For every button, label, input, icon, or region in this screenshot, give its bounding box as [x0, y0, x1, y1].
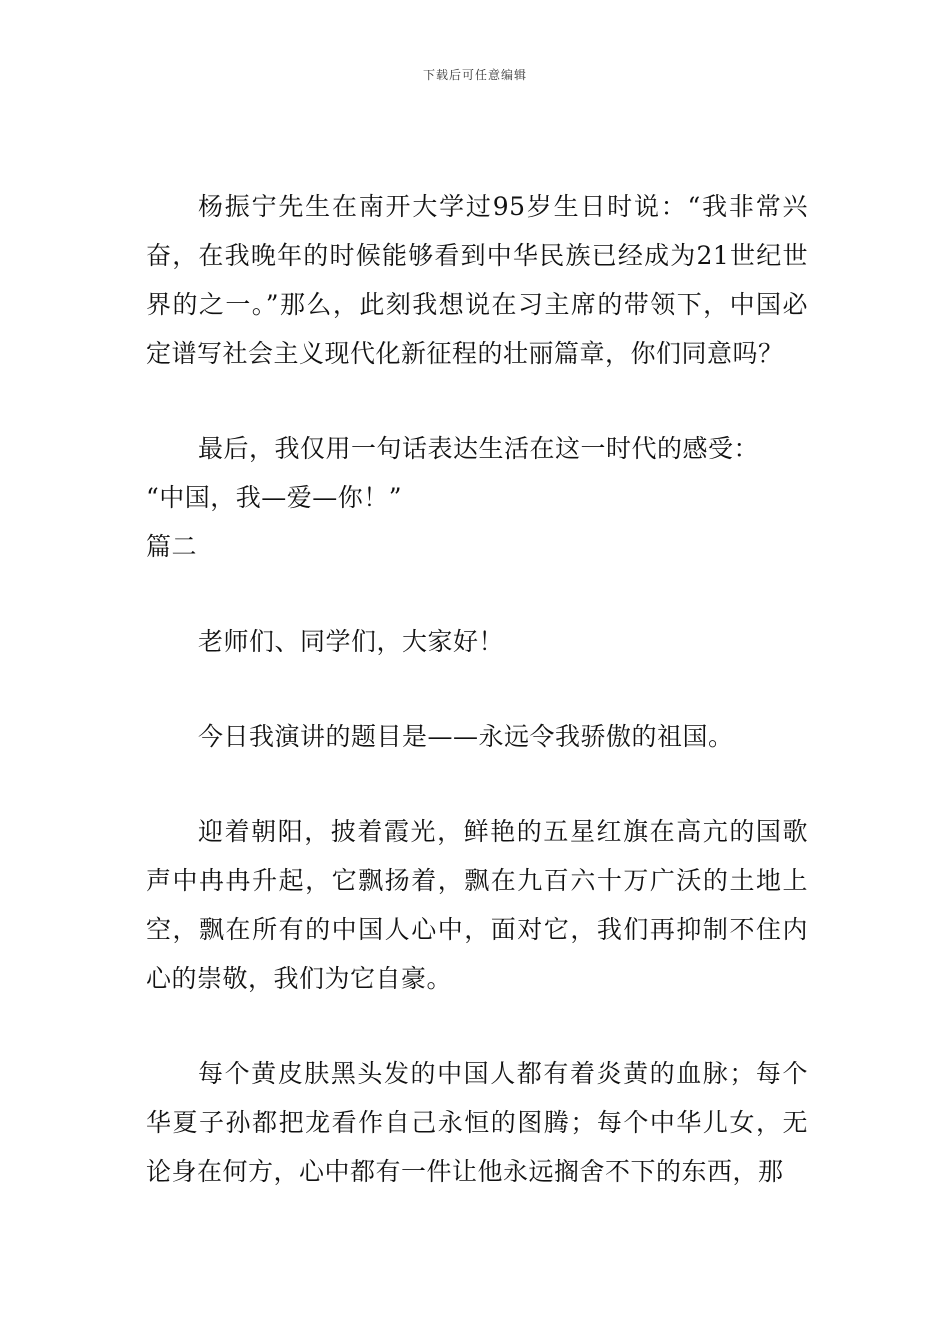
paragraph-closing: 最后，我仅用一句话表达生活在这一时代的感受：: [198, 434, 760, 463]
paragraph-heritage: 每个黄皮肤黑头发的中国人都有着炎黄的血脉；每个华夏子孙都把龙看作自己永恒的图腾；每个中华儿女，无论身在何方，心中都有一件让他永远搁舍不下的东西，那: [146, 1059, 808, 1186]
section-title: 篇二: [146, 532, 198, 561]
document-body: [146, 182, 808, 1196]
paragraph-greeting: 老师们、同学们，大家好！: [198, 627, 505, 656]
paragraph-speech-title: 今日我演讲的题目是——永远令我骄傲的祖国。: [198, 722, 734, 751]
paragraph-yang-zhenning: 杨振宁先生在南开大学过95岁生日时说：“我非常兴奋，在我晚年的时候能够看到中华民族已经成为21世纪世界的之一。”那么，此刻我想说在习主席的带领下，中国必定谱写社会主义现代化新征程的壮丽篇章，你们同意吗？: [146, 192, 808, 368]
page-header: 下载后可任意编辑: [422, 68, 527, 82]
closing-quote: “中国，我—爱—你！”: [146, 483, 403, 512]
paragraph-flag: 迎着朝阳，披着霞光，鲜艳的五星红旗在高亢的国歌声中冉冉升起，它飘扬着，飘在九百六十万广沃的土地上空，飘在所有的中国人心中，面对它，我们再抑制不住内心的崇敬，我们为它自豪。: [146, 817, 808, 993]
